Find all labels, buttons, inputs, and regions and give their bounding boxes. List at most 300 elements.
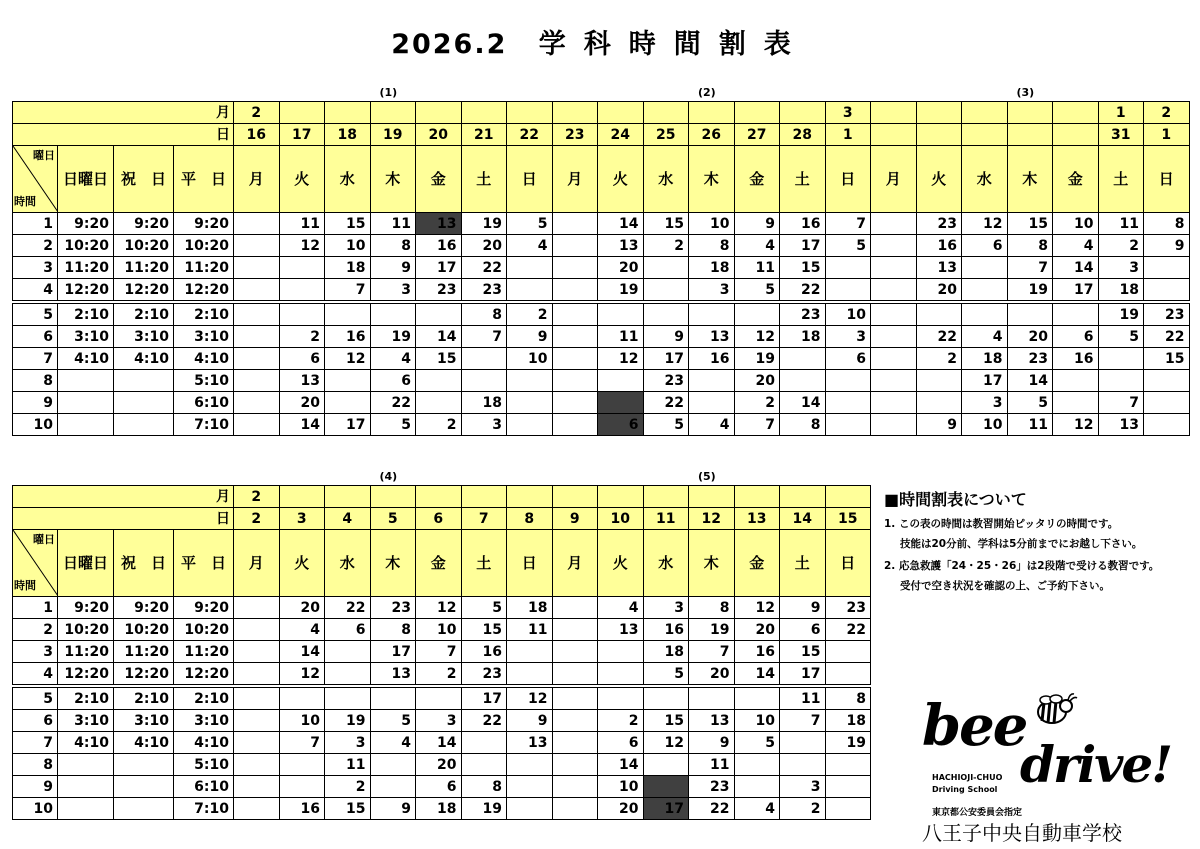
sunday-time: 4:10 xyxy=(58,732,114,754)
day-cell: 17 xyxy=(279,124,325,146)
lesson-cell: 15 xyxy=(780,257,826,279)
lesson-cell: 7 xyxy=(279,732,325,754)
lesson-cell xyxy=(643,279,689,303)
period-number: 1 xyxy=(13,597,58,619)
month-cell: 3 xyxy=(825,102,871,124)
sunday-time: 9:20 xyxy=(58,597,114,619)
lesson-cell: 2 xyxy=(279,326,325,348)
weekday-cell: 木 xyxy=(370,146,416,213)
holiday-time: 3:10 xyxy=(114,326,174,348)
period-number: 4 xyxy=(13,279,58,303)
lesson-cell: 6 xyxy=(780,619,826,641)
lesson-cell: 2 xyxy=(325,776,371,798)
lesson-cell xyxy=(1053,392,1099,414)
period-number: 9 xyxy=(13,776,58,798)
lesson-cell: 14 xyxy=(598,213,644,235)
lesson-cell: 6 xyxy=(598,414,644,436)
corner-cell xyxy=(13,146,58,213)
lesson-cell: 14 xyxy=(734,663,780,687)
lesson-cell: 22 xyxy=(325,597,371,619)
month-cell xyxy=(962,102,1008,124)
lesson-cell xyxy=(552,732,598,754)
lesson-cell xyxy=(962,302,1008,326)
lesson-cell: 19 xyxy=(461,213,507,235)
weekday-cell: 土 xyxy=(780,530,826,597)
lesson-cell xyxy=(507,279,553,303)
lesson-cell: 9 xyxy=(734,213,780,235)
period-row xyxy=(13,754,871,776)
month-cell xyxy=(461,486,507,508)
holiday-time xyxy=(114,370,174,392)
youbi-label: 曜日 xyxy=(33,533,55,546)
lesson-cell xyxy=(234,663,280,687)
lesson-cell: 3 xyxy=(689,279,735,303)
lesson-cell xyxy=(552,348,598,370)
period-number: 2 xyxy=(13,235,58,257)
lesson-cell: 5 xyxy=(643,414,689,436)
day-cell: 20 xyxy=(416,124,462,146)
period-number: 4 xyxy=(13,663,58,687)
lesson-cell: 5 xyxy=(1007,392,1053,414)
lesson-cell: 15 xyxy=(325,213,371,235)
lesson-cell: 19 xyxy=(734,348,780,370)
lesson-cell xyxy=(825,414,871,436)
lesson-cell: 17 xyxy=(1053,279,1099,303)
lesson-cell xyxy=(598,392,644,414)
sunday-col-header: 日曜日 xyxy=(58,530,114,597)
lesson-cell xyxy=(552,370,598,392)
lesson-cell xyxy=(689,686,735,710)
lesson-cell: 23 xyxy=(461,663,507,687)
lesson-cell xyxy=(1144,414,1190,436)
weekday-cell: 月 xyxy=(552,146,598,213)
weekday-time: 12:20 xyxy=(174,663,234,687)
lesson-cell: 23 xyxy=(461,279,507,303)
weekday-cell: 日 xyxy=(507,146,553,213)
lesson-cell xyxy=(552,597,598,619)
weekday-cell: 月 xyxy=(552,530,598,597)
lesson-cell xyxy=(552,798,598,820)
lesson-cell xyxy=(552,710,598,732)
period-number: 3 xyxy=(13,257,58,279)
month-cell xyxy=(461,102,507,124)
sunday-time: 3:10 xyxy=(58,710,114,732)
weekday-cell: 火 xyxy=(279,530,325,597)
month-cell xyxy=(507,486,553,508)
lesson-cell xyxy=(507,392,553,414)
lesson-cell: 9 xyxy=(370,257,416,279)
weekday-cell: 水 xyxy=(643,530,689,597)
lesson-cell: 10 xyxy=(825,302,871,326)
lesson-cell: 15 xyxy=(1144,348,1190,370)
page-title xyxy=(0,22,1200,61)
lesson-cell: 20 xyxy=(598,257,644,279)
week-label: (1) xyxy=(379,86,398,99)
lesson-cell: 16 xyxy=(461,641,507,663)
lesson-cell: 23 xyxy=(780,302,826,326)
lesson-cell: 23 xyxy=(916,213,962,235)
lesson-cell: 13 xyxy=(1098,414,1144,436)
weekday-cell: 火 xyxy=(598,530,644,597)
lesson-cell: 2 xyxy=(916,348,962,370)
lesson-cell: 12 xyxy=(1053,414,1099,436)
weekday-cell: 日 xyxy=(825,530,871,597)
lesson-cell: 17 xyxy=(643,798,689,820)
period-row xyxy=(13,348,1190,370)
month-cell xyxy=(871,102,917,124)
lesson-cell: 2 xyxy=(598,710,644,732)
lesson-cell: 6 xyxy=(825,348,871,370)
lesson-cell: 9 xyxy=(780,597,826,619)
period-number: 6 xyxy=(13,326,58,348)
lesson-cell: 14 xyxy=(780,392,826,414)
lesson-cell: 13 xyxy=(689,326,735,348)
lesson-cell xyxy=(598,370,644,392)
day-cell: 8 xyxy=(507,508,553,530)
holiday-time: 11:20 xyxy=(114,641,174,663)
lesson-cell: 22 xyxy=(461,710,507,732)
lesson-cell: 17 xyxy=(780,235,826,257)
day-cell: 10 xyxy=(598,508,644,530)
lesson-cell: 11 xyxy=(780,686,826,710)
lesson-cell: 18 xyxy=(507,597,553,619)
lesson-cell xyxy=(416,302,462,326)
month-cell xyxy=(370,102,416,124)
lesson-cell: 11 xyxy=(1098,213,1144,235)
lesson-cell: 16 xyxy=(643,619,689,641)
lesson-cell: 12 xyxy=(325,348,371,370)
sunday-time: 3:10 xyxy=(58,326,114,348)
logo-sub-driving: Driving School xyxy=(932,785,998,794)
lesson-cell xyxy=(780,732,826,754)
lesson-cell xyxy=(825,776,871,798)
lesson-cell: 18 xyxy=(461,392,507,414)
lesson-cell xyxy=(370,754,416,776)
lesson-cell: 5 xyxy=(734,732,780,754)
lesson-cell: 10 xyxy=(507,348,553,370)
lesson-cell: 7 xyxy=(825,213,871,235)
lesson-cell xyxy=(871,370,917,392)
lesson-cell: 2 xyxy=(1098,235,1144,257)
lesson-cell xyxy=(507,776,553,798)
lesson-cell xyxy=(916,392,962,414)
lesson-cell: 10 xyxy=(279,710,325,732)
period-number: 10 xyxy=(13,798,58,820)
lesson-cell xyxy=(234,348,280,370)
youbi-label: 曜日 xyxy=(33,149,55,162)
lesson-cell: 3 xyxy=(780,776,826,798)
lesson-cell: 22 xyxy=(461,257,507,279)
lesson-cell: 8 xyxy=(370,235,416,257)
weekday-time: 11:20 xyxy=(174,641,234,663)
lesson-cell xyxy=(234,213,280,235)
lesson-cell: 6 xyxy=(1053,326,1099,348)
lesson-cell: 17 xyxy=(461,686,507,710)
period-number: 10 xyxy=(13,414,58,436)
month-cell xyxy=(1053,102,1099,124)
logo-word-drive: drive! xyxy=(1020,735,1172,794)
month-cell xyxy=(1007,102,1053,124)
weekday-col-header: 平 日 xyxy=(174,146,234,213)
lesson-cell: 4 xyxy=(507,235,553,257)
lesson-cell: 15 xyxy=(643,710,689,732)
lesson-cell: 8 xyxy=(461,776,507,798)
month-cell xyxy=(507,102,553,124)
lesson-cell xyxy=(825,392,871,414)
weekday-row xyxy=(13,146,1190,213)
sunday-time xyxy=(58,392,114,414)
weekday-time: 5:10 xyxy=(174,754,234,776)
weekday-cell: 土 xyxy=(461,530,507,597)
lesson-cell xyxy=(507,641,553,663)
lesson-cell: 11 xyxy=(370,213,416,235)
lesson-cell xyxy=(780,370,826,392)
lesson-cell: 6 xyxy=(598,732,644,754)
day-cell xyxy=(916,124,962,146)
lesson-cell: 20 xyxy=(689,663,735,687)
lesson-cell: 19 xyxy=(598,279,644,303)
lesson-cell: 16 xyxy=(734,641,780,663)
day-cell: 12 xyxy=(689,508,735,530)
lesson-cell: 7 xyxy=(689,641,735,663)
lesson-cell: 12 xyxy=(734,326,780,348)
lesson-cell xyxy=(370,302,416,326)
lesson-cell: 12 xyxy=(598,348,644,370)
period-number: 6 xyxy=(13,710,58,732)
lesson-cell xyxy=(234,279,280,303)
sunday-time: 9:20 xyxy=(58,213,114,235)
lesson-cell xyxy=(871,392,917,414)
lesson-cell: 10 xyxy=(734,710,780,732)
lesson-cell: 19 xyxy=(689,619,735,641)
lesson-cell xyxy=(370,776,416,798)
weekday-time: 3:10 xyxy=(174,710,234,732)
period-number: 2 xyxy=(13,619,58,641)
sunday-time: 10:20 xyxy=(58,235,114,257)
lesson-cell xyxy=(916,370,962,392)
sunday-time xyxy=(58,414,114,436)
lesson-cell: 13 xyxy=(689,710,735,732)
day-cell: 2 xyxy=(234,508,280,530)
month-header: 月 xyxy=(13,486,234,508)
lesson-cell xyxy=(689,392,735,414)
lesson-cell xyxy=(871,326,917,348)
lesson-cell: 12 xyxy=(416,597,462,619)
lesson-cell xyxy=(325,392,371,414)
weekday-time: 9:20 xyxy=(174,597,234,619)
lesson-cell xyxy=(234,302,280,326)
weekday-cell: 金 xyxy=(416,146,462,213)
lesson-cell xyxy=(507,257,553,279)
weekday-cell: 木 xyxy=(689,530,735,597)
lesson-cell: 23 xyxy=(416,279,462,303)
lesson-cell: 15 xyxy=(1007,213,1053,235)
weekday-cell: 土 xyxy=(1098,146,1144,213)
period-row xyxy=(13,710,871,732)
weekday-cell: 水 xyxy=(325,530,371,597)
lesson-cell: 19 xyxy=(1007,279,1053,303)
lesson-cell xyxy=(461,348,507,370)
lesson-cell xyxy=(234,776,280,798)
lesson-cell xyxy=(234,597,280,619)
lesson-cell: 3 xyxy=(461,414,507,436)
lesson-cell xyxy=(1144,392,1190,414)
holiday-time: 4:10 xyxy=(114,348,174,370)
lesson-cell: 8 xyxy=(780,414,826,436)
day-cell: 19 xyxy=(370,124,416,146)
sunday-time: 4:10 xyxy=(58,348,114,370)
lesson-cell: 23 xyxy=(689,776,735,798)
weekday-cell: 土 xyxy=(780,146,826,213)
sunday-time xyxy=(58,370,114,392)
period-row xyxy=(13,619,871,641)
lesson-cell: 17 xyxy=(780,663,826,687)
logo-sub-designation: 東京都公安委員会指定 xyxy=(932,808,1023,818)
lesson-cell: 23 xyxy=(1007,348,1053,370)
lesson-cell xyxy=(507,414,553,436)
lesson-cell xyxy=(825,257,871,279)
day-cell: 9 xyxy=(552,508,598,530)
holiday-time xyxy=(114,392,174,414)
lesson-cell: 9 xyxy=(370,798,416,820)
period-number: 8 xyxy=(13,754,58,776)
week-label: (4) xyxy=(379,470,398,483)
timetable-top xyxy=(12,101,1190,436)
lesson-cell: 7 xyxy=(325,279,371,303)
lesson-cell xyxy=(825,663,871,687)
weekday-time: 2:10 xyxy=(174,686,234,710)
weekday-time: 4:10 xyxy=(174,348,234,370)
lesson-cell: 6 xyxy=(279,348,325,370)
lesson-cell xyxy=(234,798,280,820)
sunday-time: 11:20 xyxy=(58,641,114,663)
lesson-cell xyxy=(507,370,553,392)
lesson-cell: 22 xyxy=(643,392,689,414)
sunday-time: 11:20 xyxy=(58,257,114,279)
period-number: 7 xyxy=(13,732,58,754)
logo-word-bee: bee xyxy=(922,693,1027,759)
day-cell: 22 xyxy=(507,124,553,146)
lesson-cell: 2 xyxy=(643,235,689,257)
weekday-cell: 水 xyxy=(962,146,1008,213)
day-cell: 21 xyxy=(461,124,507,146)
lesson-cell: 18 xyxy=(689,257,735,279)
lesson-cell xyxy=(234,326,280,348)
lesson-cell xyxy=(643,776,689,798)
lesson-cell: 20 xyxy=(1007,326,1053,348)
lesson-cell: 4 xyxy=(962,326,1008,348)
lesson-cell: 13 xyxy=(598,235,644,257)
holiday-time: 11:20 xyxy=(114,257,174,279)
weekday-cell: 日 xyxy=(1144,146,1190,213)
lesson-cell xyxy=(461,732,507,754)
lesson-cell: 4 xyxy=(279,619,325,641)
lesson-cell: 13 xyxy=(916,257,962,279)
lesson-cell xyxy=(780,348,826,370)
lesson-cell: 12 xyxy=(962,213,1008,235)
lesson-cell xyxy=(552,619,598,641)
lesson-cell: 15 xyxy=(643,213,689,235)
lesson-cell xyxy=(643,257,689,279)
lesson-cell xyxy=(552,213,598,235)
period-row xyxy=(13,663,871,687)
lesson-cell: 8 xyxy=(461,302,507,326)
lesson-cell xyxy=(871,235,917,257)
lesson-cell: 3 xyxy=(325,732,371,754)
day-cell: 25 xyxy=(643,124,689,146)
holiday-time: 10:20 xyxy=(114,619,174,641)
lesson-cell: 16 xyxy=(325,326,371,348)
lesson-cell xyxy=(552,663,598,687)
lesson-cell: 12 xyxy=(279,663,325,687)
lesson-cell xyxy=(552,776,598,798)
month-row xyxy=(13,486,871,508)
lesson-cell xyxy=(234,257,280,279)
lesson-cell: 20 xyxy=(279,392,325,414)
lesson-cell: 3 xyxy=(962,392,1008,414)
lesson-cell: 4 xyxy=(370,732,416,754)
lesson-cell: 16 xyxy=(916,235,962,257)
weekday-time: 2:10 xyxy=(174,302,234,326)
day-cell: 4 xyxy=(325,508,371,530)
lesson-cell xyxy=(461,754,507,776)
weekday-time: 10:20 xyxy=(174,619,234,641)
lesson-cell xyxy=(552,686,598,710)
lesson-cell: 18 xyxy=(825,710,871,732)
day-cell: 11 xyxy=(643,508,689,530)
holiday-time: 10:20 xyxy=(114,235,174,257)
lesson-cell: 23 xyxy=(643,370,689,392)
holiday-time: 2:10 xyxy=(114,686,174,710)
lesson-cell xyxy=(871,348,917,370)
weekday-cell: 水 xyxy=(643,146,689,213)
sunday-time xyxy=(58,798,114,820)
lesson-cell: 9 xyxy=(916,414,962,436)
lesson-cell: 17 xyxy=(416,257,462,279)
month-cell xyxy=(643,486,689,508)
lesson-cell: 8 xyxy=(825,686,871,710)
weekday-time: 11:20 xyxy=(174,257,234,279)
weekday-cell: 日 xyxy=(825,146,871,213)
lesson-cell xyxy=(279,686,325,710)
lesson-cell xyxy=(871,257,917,279)
sunday-time: 12:20 xyxy=(58,279,114,303)
sunday-time: 2:10 xyxy=(58,302,114,326)
weekday-time: 9:20 xyxy=(174,213,234,235)
lesson-cell xyxy=(871,279,917,303)
sunday-time xyxy=(58,776,114,798)
lesson-cell: 14 xyxy=(416,326,462,348)
lesson-cell xyxy=(370,686,416,710)
lesson-cell: 8 xyxy=(1144,213,1190,235)
holiday-time: 9:20 xyxy=(114,213,174,235)
month-row xyxy=(13,102,1190,124)
day-cell: 31 xyxy=(1098,124,1144,146)
lesson-cell xyxy=(552,302,598,326)
lesson-cell: 17 xyxy=(325,414,371,436)
lesson-cell xyxy=(234,235,280,257)
lesson-cell xyxy=(734,686,780,710)
lesson-cell: 8 xyxy=(689,597,735,619)
period-row xyxy=(13,279,1190,303)
lesson-cell: 8 xyxy=(1007,235,1053,257)
day-cell: 15 xyxy=(825,508,871,530)
lesson-cell xyxy=(825,754,871,776)
lesson-cell xyxy=(598,302,644,326)
lesson-cell: 11 xyxy=(598,326,644,348)
lesson-cell: 12 xyxy=(643,732,689,754)
lesson-cell xyxy=(871,414,917,436)
